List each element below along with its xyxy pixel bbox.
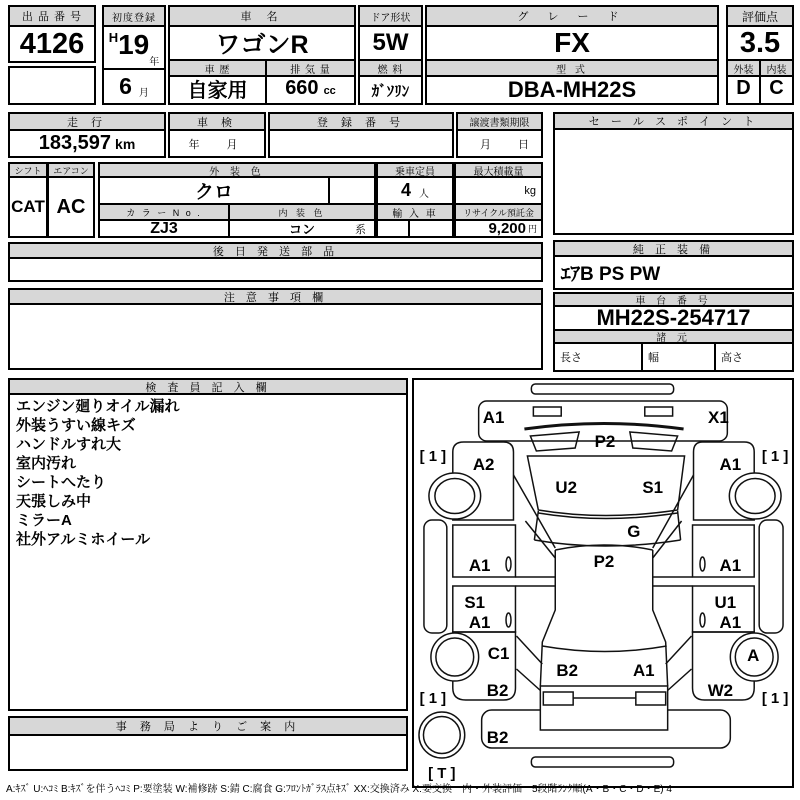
panel-code-front-left: A1	[482, 407, 505, 428]
capacity-value: 4	[400, 180, 411, 200]
spec-length-label: 長さ	[555, 344, 643, 370]
panel-code-door-rear-right: A1	[719, 612, 742, 633]
panel-code-door-rear-left-top: S1	[464, 592, 486, 613]
grade-box	[425, 5, 719, 105]
mileage-unit: km	[115, 135, 136, 152]
caution-notes-label: 注 意 事 項 欄	[10, 290, 541, 305]
lot-number-box	[8, 5, 96, 63]
later-shipped-parts-label: 後 日 発 送 部 品	[10, 244, 541, 259]
panel-code-windshield-left: U2	[555, 477, 577, 498]
grade-value: FX	[427, 27, 717, 61]
inspector-note-item: シートへたり	[16, 474, 107, 491]
import-car-label: 輸 入 車	[378, 205, 452, 219]
registration-number-label: 登 録 番 号	[270, 114, 452, 131]
car-name-value: ワゴンR	[170, 27, 354, 61]
door-shape-box	[358, 5, 423, 105]
transfer-deadline-label: 譲渡書類期限	[458, 114, 541, 131]
panel-code-quarter-left: C1	[487, 643, 510, 664]
displacement-label: 排 気 量	[267, 61, 354, 77]
oem-equipment-box	[553, 240, 794, 290]
first-registration-label: 初度登録	[104, 7, 164, 27]
inspector-note-item: ミラーA	[16, 512, 72, 529]
sales-point-label: セ ー ル ス ポ イ ン ト	[555, 114, 792, 130]
inspector-notes-box	[8, 378, 408, 711]
max-load-box	[454, 162, 543, 238]
chassis-number-value: MH22S-254717	[555, 307, 792, 331]
recycle-fee-value: 9,200	[488, 220, 526, 236]
era-code: H	[108, 30, 119, 45]
transfer-deadline-value: 月 日	[480, 138, 537, 151]
lot-number-value: 4126	[19, 27, 85, 60]
interior-color-suffix: 系	[355, 223, 366, 236]
recycle-fee-label: リサイクル預託金	[456, 205, 541, 219]
interior-grade-value: C	[769, 77, 784, 99]
panel-code-door-rear-left: A1	[468, 612, 491, 633]
panel-code-door-front-left: A1	[468, 555, 491, 576]
legend-text: A:ｷｽﾞ U:ﾍｺﾐ B:ｷｽﾞを伴うﾍｺﾐ P:要塗装 W:補修跡 S:錆 C:腐食 G:ﾌﾛﾝﾄｶﾞﾗｽ点ｷｽﾞ XX:交換済み X:要交換 内・外装評価 5段階ﾗﾝｸ順(A・B・C・D・E) 4	[6, 784, 672, 795]
panel-code-door-front-right: A1	[719, 555, 742, 576]
color-no-label: カ ラ ー N o .	[100, 205, 230, 219]
panel-code-windshield-trim: P2	[594, 431, 616, 452]
inspector-note-item: エンジン廻りオイル漏れ	[16, 398, 180, 415]
panel-code-quarter-right-bottom: W2	[707, 680, 734, 701]
oem-equipment-value: ｴｱB PS PW	[561, 264, 661, 285]
shift-value: CAT	[11, 197, 45, 216]
score-label: 評価点	[728, 7, 792, 27]
panel-code-quarter-left-bottom: B2	[486, 680, 509, 701]
panel-code-rear-hatch: B2	[486, 727, 509, 748]
registration-number-value	[270, 131, 452, 156]
capacity-label: 乗車定員	[378, 164, 452, 178]
panel-code-wheel-right-rear: A	[747, 645, 760, 666]
exterior-color-value: クロ	[100, 178, 330, 203]
exterior-color-extra-cell	[330, 178, 374, 203]
panel-code-rear-window-right: A1	[632, 660, 655, 681]
exterior-color-box	[98, 162, 376, 238]
panel-code-door-rear-right-top: U1	[714, 592, 737, 613]
panel-code-rear-window-left: B2	[556, 660, 578, 681]
registration-number-box	[268, 112, 454, 158]
displacement-unit: cc	[323, 85, 336, 97]
fuel-label: 燃 料	[360, 61, 421, 77]
import-car-cell-2	[410, 221, 452, 236]
door-shape-value: 5W	[360, 27, 421, 61]
shift-label: シフト	[10, 164, 46, 178]
spec-width-label: 幅	[643, 344, 716, 370]
score-value: 3.5	[728, 27, 792, 61]
transfer-deadline-box	[456, 112, 543, 158]
history-value: 自家用	[187, 79, 248, 99]
mileage-box	[8, 112, 166, 158]
tire-mark-top-left: [ 1 ]	[419, 447, 447, 466]
capacity-box	[376, 162, 454, 238]
chassis-number-box	[553, 292, 794, 372]
aircon-label: エアコン	[49, 164, 93, 178]
aircon-value: AC	[56, 195, 86, 218]
mileage-value: 183,597	[38, 132, 112, 154]
car-name-label: 車 名	[170, 7, 354, 27]
color-no-value: ZJ3	[100, 221, 230, 236]
caution-notes-box	[8, 288, 543, 370]
tire-mark-bottom-right: [ 1 ]	[761, 689, 789, 708]
panel-code-roof: P2	[593, 551, 615, 572]
inspection-value: 年 月	[188, 138, 246, 151]
panel-code-windshield-right: S1	[642, 477, 664, 498]
panel-code-fender-right: A1	[719, 454, 742, 475]
score-box	[726, 5, 794, 105]
mileage-label: 走 行	[10, 114, 164, 131]
month-unit: 月	[138, 88, 149, 99]
inspection-box	[168, 112, 266, 158]
car-damage-diagram	[412, 378, 794, 788]
tire-mark-bottom-left: [ 1 ]	[419, 689, 447, 708]
capacity-unit: 人	[419, 189, 429, 200]
door-shape-label: ドア形状	[360, 7, 421, 27]
panel-code-fender-left: A2	[472, 454, 495, 475]
first-registration-box	[102, 5, 166, 105]
aircon-box	[47, 162, 95, 238]
oem-equipment-label: 純 正 装 備	[555, 242, 792, 257]
tire-mark-top-right: [ 1 ]	[761, 447, 789, 466]
max-load-unit: kg	[456, 178, 541, 205]
inspector-note-item: ハンドルすれ大	[16, 436, 122, 453]
inspector-notes-label: 検 査 員 記 入 欄	[10, 380, 406, 395]
specs-label: 諸 元	[555, 331, 792, 344]
panel-code-front-right: X1	[708, 407, 729, 428]
model-code-value: DBA-MH22S	[507, 77, 637, 102]
lot-number-blank-box	[8, 66, 96, 105]
office-info-label: 事 務 局 よ り ご 案 内	[10, 718, 406, 736]
interior-color-label: 内 装 色	[230, 205, 374, 219]
inspection-label: 車 検	[170, 114, 264, 131]
panel-code-cowl: G	[627, 521, 641, 542]
office-info-box	[8, 716, 408, 771]
year-unit: 年	[149, 57, 160, 68]
import-car-cell-1	[378, 221, 410, 236]
sales-point-box	[553, 112, 794, 235]
lot-number-label: 出 品 番 号	[10, 7, 94, 27]
exterior-color-label: 外 装 色	[100, 164, 374, 178]
first-registration-year: 19	[118, 29, 150, 60]
interior-color-value: コン	[288, 222, 315, 237]
max-load-label: 最大積載量	[456, 164, 541, 178]
shift-box	[8, 162, 48, 238]
inspector-note-item: 天張しみ中	[16, 493, 92, 510]
exterior-grade-value: D	[736, 77, 751, 99]
spec-height-label: 高さ	[721, 352, 743, 364]
chassis-number-label: 車 台 番 号	[555, 294, 792, 307]
car-name-box	[168, 5, 356, 105]
interior-grade-label: 内装	[761, 61, 792, 77]
exterior-grade-label: 外装	[728, 61, 759, 77]
car-top-view-diagram	[414, 380, 792, 786]
first-registration-month: 6	[119, 73, 132, 99]
inspector-note-item: 室内汚れ	[16, 455, 77, 472]
later-shipped-parts-box	[8, 242, 543, 282]
model-code-label: 型 式	[427, 61, 717, 77]
inspector-note-item: 外装うすい線キズ	[16, 417, 136, 434]
fuel-value: ｶﾞｿﾘﾝ	[371, 82, 410, 100]
inspector-note-item: 社外アルミホイール	[16, 531, 151, 548]
tire-mark-spare: [ T ]	[428, 764, 456, 783]
history-label: 車 歴	[170, 61, 265, 77]
recycle-fee-unit: 円	[527, 224, 537, 234]
grade-label: グ レ ー ド	[427, 7, 717, 27]
displacement-value: 660	[285, 77, 319, 99]
